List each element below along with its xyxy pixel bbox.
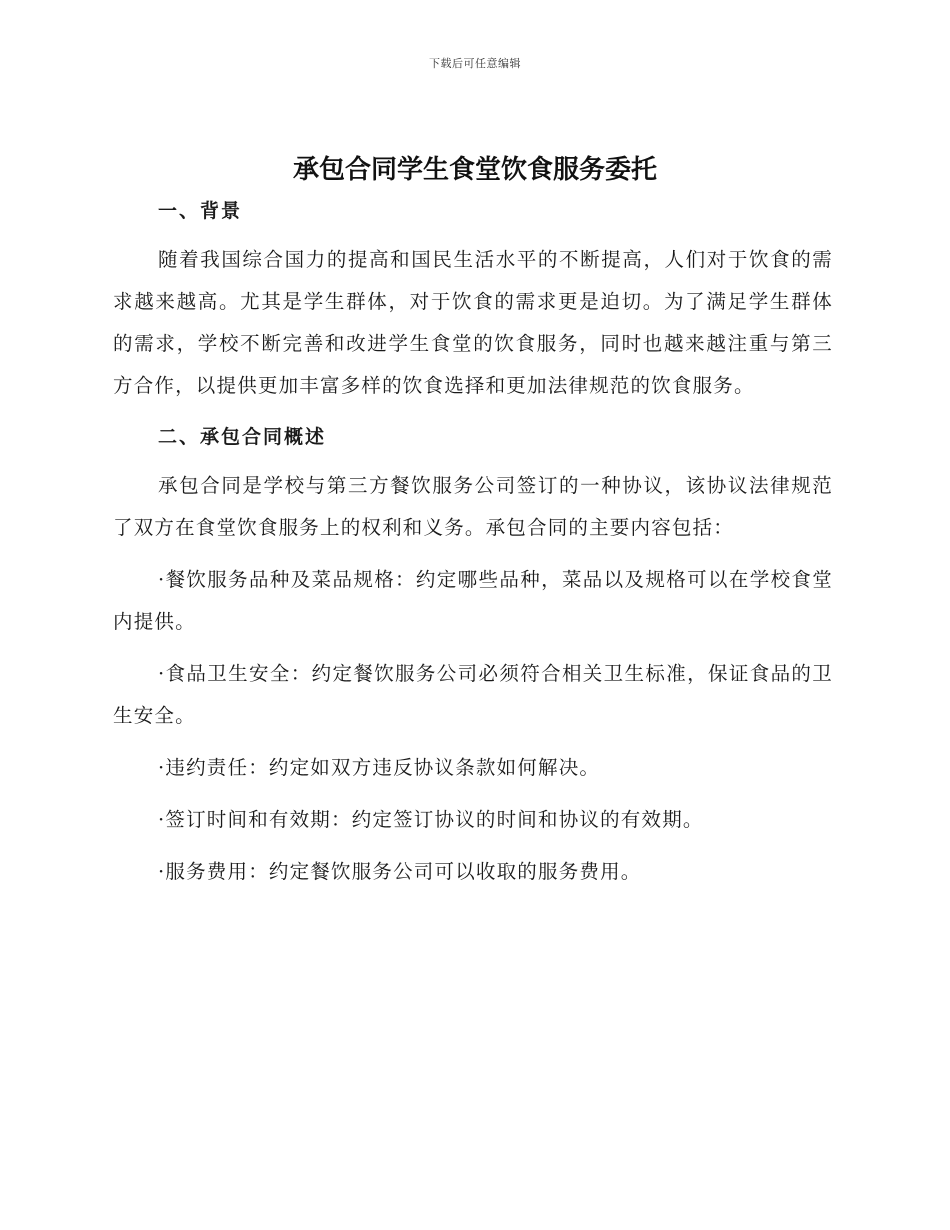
list-item-text: 服务费用：约定餐饮服务公司可以收取的服务费用。: [165, 860, 642, 883]
section-heading-overview: 二、承包合同概述: [158, 426, 327, 448]
list-item-text: 餐饮服务品种及菜品规格：约定哪些品种，菜品以及规格可以在学校食堂内提供。: [113, 568, 833, 633]
section-heading-background: 一、背景: [158, 200, 243, 222]
background-paragraph: 随着我国综合国力的提高和国民生活水平的不断提高，人们对于饮食的需求越来越高。尤其是学生群体，对于饮食的需求更是迫切。为了满足学生群体的需求，学校不断完善和改进学生食堂的饮食服务，同时也越来越注重与第三方合作，以提供更加丰富多样的饮食选择和更加法律规范的饮食服务。: [113, 248, 833, 397]
list-item: [113, 559, 833, 643]
list-item-text: 食品卫生安全：约定餐饮服务公司必须符合相关卫生标准，保证食品的卫生安全。: [113, 662, 833, 727]
bullet-icon: ·: [158, 662, 166, 685]
header-note: 下载后可任意编辑: [429, 57, 521, 70]
overview-paragraph: 承包合同是学校与第三方餐饮服务公司签订的一种协议，该协议法律规范了双方在食堂饮食服务上的权利和义务。承包合同的主要内容包括：: [113, 474, 833, 539]
list-item: [113, 653, 833, 737]
list-item: [113, 851, 833, 893]
bullet-icon: ·: [158, 568, 166, 591]
list-item: [113, 799, 833, 841]
list-item-text: 违约责任：约定如双方违反协议条款如何解决。: [165, 756, 601, 779]
bullet-icon: ·: [158, 808, 166, 831]
document-body: [113, 195, 833, 893]
bullet-icon: ·: [158, 756, 166, 779]
list-item-text: 签订时间和有效期：约定签订协议的时间和协议的有效期。: [165, 808, 704, 831]
list-item: [113, 747, 833, 789]
document-title: 承包合同学生食堂饮食服务委托: [292, 155, 657, 185]
bullet-icon: ·: [158, 860, 166, 883]
